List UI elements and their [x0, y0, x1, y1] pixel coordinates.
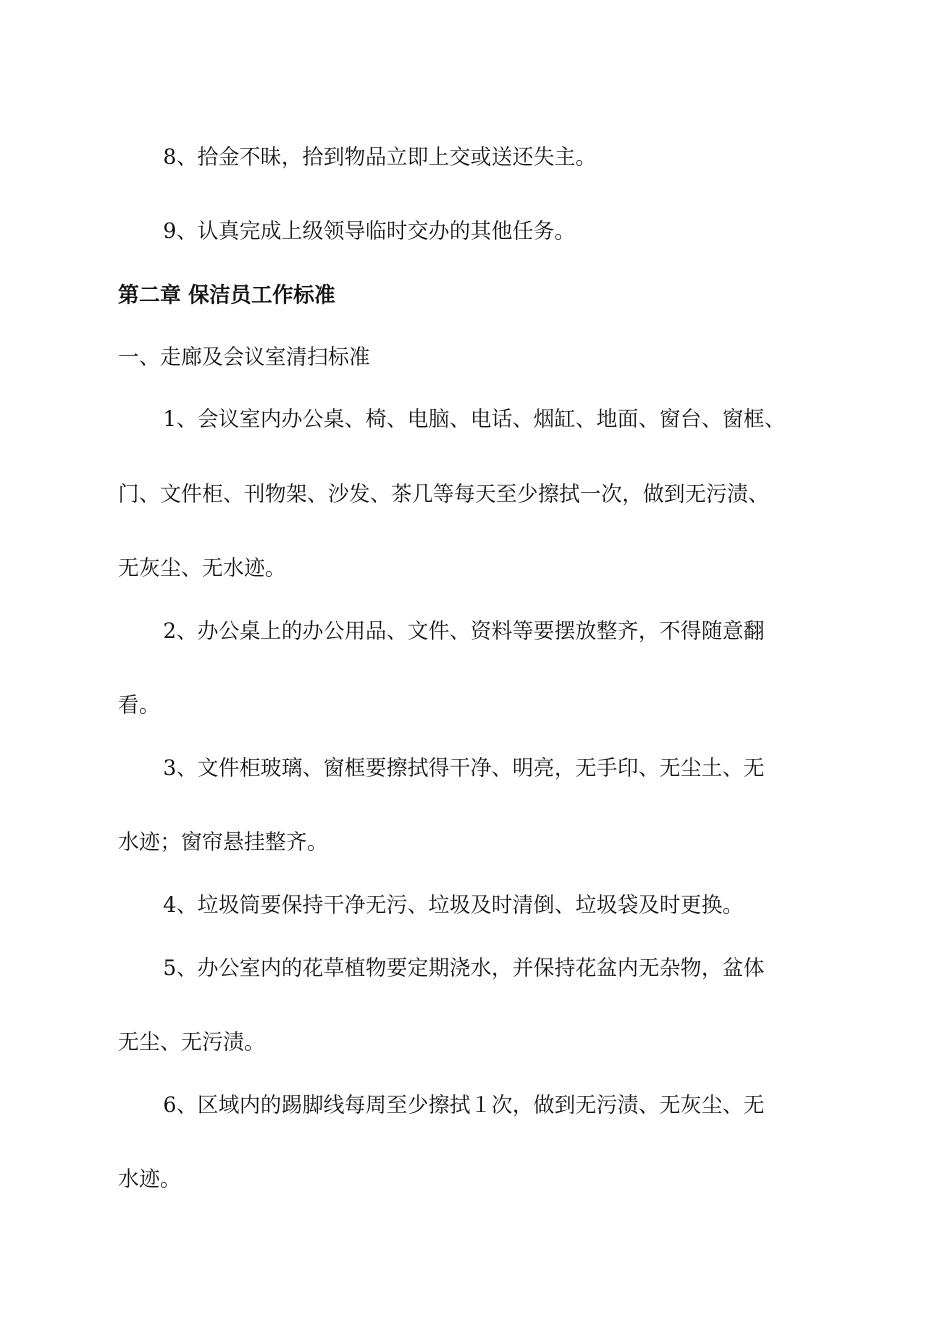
list-item-continuation: 水迹；窗帘悬挂整齐。: [118, 830, 328, 854]
list-item: 4、垃圾筒要保持干净无污、垃圾及时清倒、垃圾袋及时更换。: [163, 893, 744, 917]
list-item-continuation: 门、文件柜、刊物架、沙发、茶几等每天至少擦拭一次，做到无污渍、: [118, 482, 769, 506]
list-item-continuation: 无尘、无污渍。: [118, 1030, 265, 1054]
list-item-continuation: 看。: [118, 693, 160, 717]
list-item: 6、区域内的踢脚线每周至少擦拭１次，做到无污渍、无灰尘、无: [163, 1093, 765, 1117]
list-item: 2、办公桌上的办公用品、文件、资料等要摆放整齐，不得随意翻: [163, 619, 765, 643]
list-item-continuation: 水迹。: [118, 1167, 181, 1191]
list-item: 5、办公室内的花草植物要定期浇水，并保持花盆内无杂物，盆体: [163, 956, 765, 980]
list-item-continuation: 无灰尘、无水迹。: [118, 556, 286, 580]
list-item: 1、会议室内办公桌、椅、电脑、电话、烟缸、地面、窗台、窗框、: [163, 407, 786, 431]
list-item: 9、认真完成上级领导临时交办的其他任务。: [163, 219, 576, 243]
list-item: 3、文件柜玻璃、窗框要擦拭得干净、明亮，无手印、无尘土、无: [163, 756, 765, 780]
chapter-heading: 第二章 保洁员工作标准: [118, 283, 336, 307]
list-item: 8、拾金不昧，拾到物品立即上交或送还失主。: [163, 145, 597, 169]
section-heading: 一、走廊及会议室清扫标准: [118, 345, 370, 369]
